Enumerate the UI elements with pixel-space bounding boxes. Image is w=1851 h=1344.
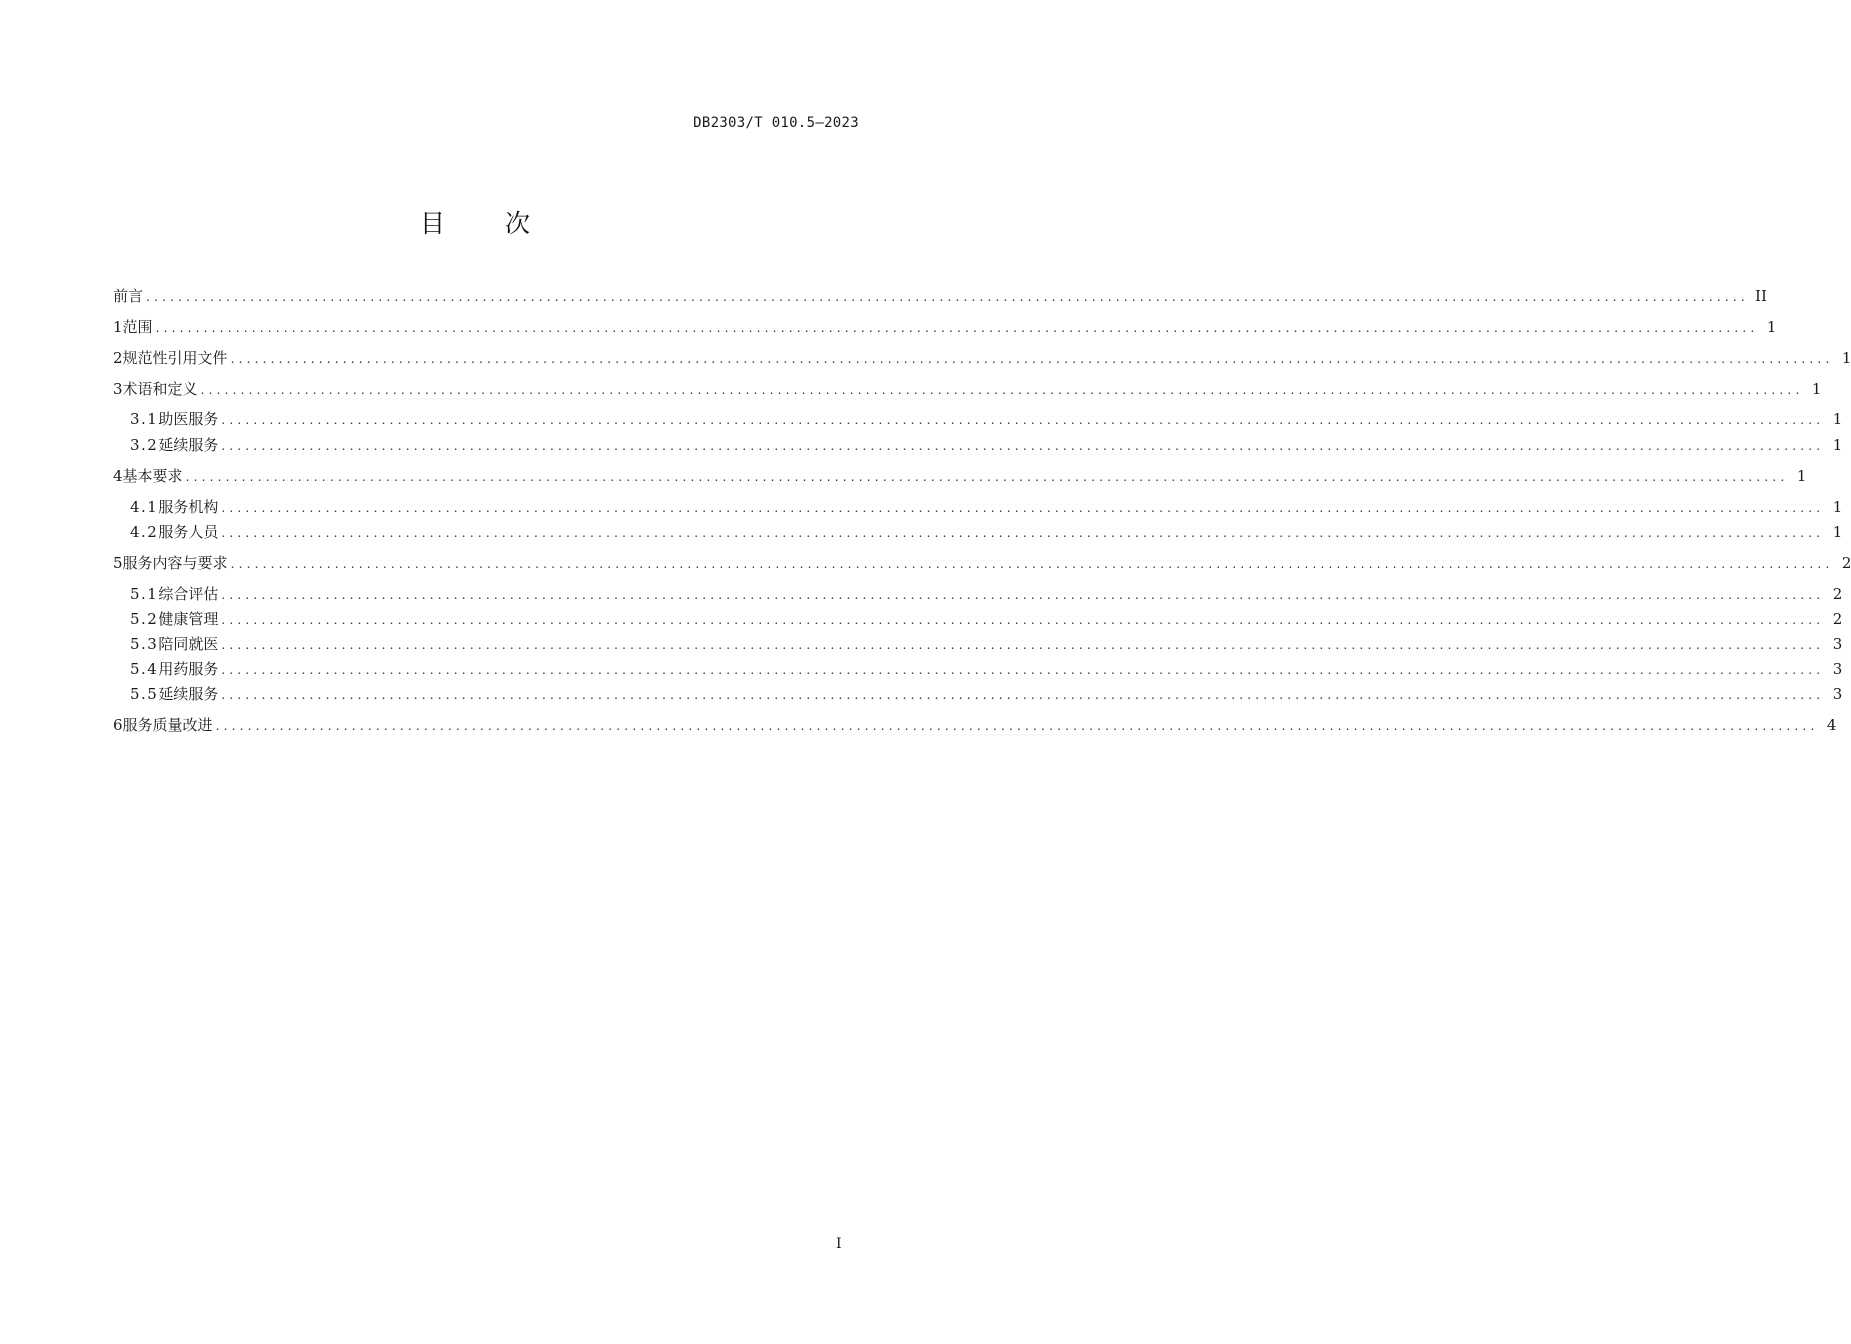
- toc-leader-dots: ........................................................................................................................................................................................................: [221, 613, 1825, 627]
- toc-leader-dots: ........................................................................................................................................................................................................: [221, 501, 1825, 515]
- toc-entry[interactable]: [113, 497, 1843, 517]
- toc-leader-dots: ........................................................................................................................................................................................................: [146, 290, 1749, 304]
- toc-entry[interactable]: [113, 553, 1851, 573]
- toc-entry-page: 1: [1766, 318, 1777, 336]
- toc-entry-page: 2: [1832, 585, 1843, 603]
- toc-entry-page: 1: [1832, 410, 1843, 428]
- toc-entry[interactable]: [113, 684, 1843, 704]
- page-title: 目 次: [420, 209, 556, 238]
- toc-entry[interactable]: [113, 409, 1843, 429]
- toc-leader-dots: ........................................................................................................................................................................................................: [200, 383, 1804, 397]
- toc-entry-page: 1: [1832, 436, 1843, 454]
- toc-entry-page: 4: [1826, 716, 1837, 734]
- toc-entry-page: 3: [1832, 635, 1843, 653]
- toc-entry-page: 1: [1796, 467, 1807, 485]
- toc-entry-number: 5.3: [130, 635, 159, 653]
- document-code: DB2303/T 010.5—2023: [693, 115, 859, 131]
- toc-entry-number: 4: [113, 467, 123, 485]
- toc-entry-label: 延续服务: [158, 436, 219, 454]
- toc-entry-label: 术语和定义: [122, 380, 198, 398]
- toc-leader-dots: ........................................................................................................................................................................................................: [221, 688, 1825, 702]
- toc-entry-number: 6: [113, 716, 123, 734]
- toc-leader-dots: ........................................................................................................................................................................................................: [221, 413, 1825, 427]
- toc-entry-label: 规范性引用文件: [122, 349, 228, 367]
- toc-entry-label: 前言: [113, 287, 144, 305]
- toc-entry[interactable]: [113, 466, 1807, 486]
- toc-leader-dots: ........................................................................................................................................................................................................: [221, 588, 1825, 602]
- toc-entry[interactable]: [113, 435, 1843, 455]
- toc-entry-page: 1: [1832, 523, 1843, 541]
- toc-entry-page: 2: [1832, 610, 1843, 628]
- toc-entry-page: 1: [1832, 498, 1843, 516]
- toc-entry-label: 服务内容与要求: [122, 554, 228, 572]
- toc-entry-number: 5.5: [130, 685, 159, 703]
- toc-leader-dots: ........................................................................................................................................................................................................: [155, 321, 1759, 335]
- toc-leader-dots: ........................................................................................................................................................................................................: [221, 663, 1825, 677]
- toc-entry-label: 助医服务: [158, 410, 219, 428]
- toc-entry[interactable]: [113, 317, 1777, 337]
- toc-entry-label: 基本要求: [122, 467, 183, 485]
- toc-entry-page: 3: [1832, 660, 1843, 678]
- toc-entry-label: 范围: [122, 318, 153, 336]
- toc-entry-number: 1: [113, 318, 123, 336]
- toc-entry-label: 陪同就医: [158, 635, 219, 653]
- toc-entry[interactable]: [113, 348, 1851, 368]
- toc-entry[interactable]: [113, 715, 1837, 735]
- toc-leader-dots: ........................................................................................................................................................................................................: [221, 638, 1825, 652]
- toc-entry-number: 5.1: [130, 585, 159, 603]
- toc-entry-number: 2: [113, 349, 123, 367]
- toc-leader-dots: ........................................................................................................................................................................................................: [221, 526, 1825, 540]
- toc-entry-page: 1: [1841, 349, 1851, 367]
- toc-entry-label: 服务机构: [158, 498, 219, 516]
- toc-leader-dots: ........................................................................................................................................................................................................: [230, 352, 1834, 366]
- toc-entry-number: 5.2: [130, 610, 159, 628]
- toc-entry[interactable]: [113, 286, 1767, 306]
- toc-entry-number: 4.1: [130, 498, 159, 516]
- toc-entry-number: 3: [113, 380, 123, 398]
- toc-entry-number: 3.1: [130, 410, 159, 428]
- toc-entry[interactable]: [113, 634, 1843, 654]
- toc-leader-dots: ........................................................................................................................................................................................................: [230, 557, 1834, 571]
- toc-entry[interactable]: [113, 379, 1822, 399]
- toc-entry-page: II: [1755, 287, 1767, 305]
- toc-entry-number: 5: [113, 554, 123, 572]
- toc-entry[interactable]: [113, 584, 1843, 604]
- toc-entry[interactable]: [113, 659, 1843, 679]
- toc-entry-label: 健康管理: [158, 610, 219, 628]
- toc-entry-label: 服务人员: [158, 523, 219, 541]
- toc-entry-number: 3.2: [130, 436, 159, 454]
- toc-entry-label: 服务质量改进: [122, 716, 213, 734]
- toc-entry-page: 2: [1841, 554, 1851, 572]
- toc-entry[interactable]: [113, 609, 1843, 629]
- toc-entry-label: 综合评估: [158, 585, 219, 603]
- page-number: I: [836, 1236, 842, 1252]
- toc-entry-number: 5.4: [130, 660, 159, 678]
- toc-leader-dots: ........................................................................................................................................................................................................: [185, 470, 1789, 484]
- toc-entry-page: 3: [1832, 685, 1843, 703]
- toc-entry-number: 4.2: [130, 523, 159, 541]
- toc-entry-label: 延续服务: [158, 685, 219, 703]
- toc-leader-dots: ........................................................................................................................................................................................................: [221, 439, 1825, 453]
- toc-entry-label: 用药服务: [158, 660, 219, 678]
- toc-leader-dots: ........................................................................................................................................................................................................: [215, 719, 1819, 733]
- toc-entry[interactable]: [113, 522, 1843, 542]
- toc-entry-page: 1: [1811, 380, 1822, 398]
